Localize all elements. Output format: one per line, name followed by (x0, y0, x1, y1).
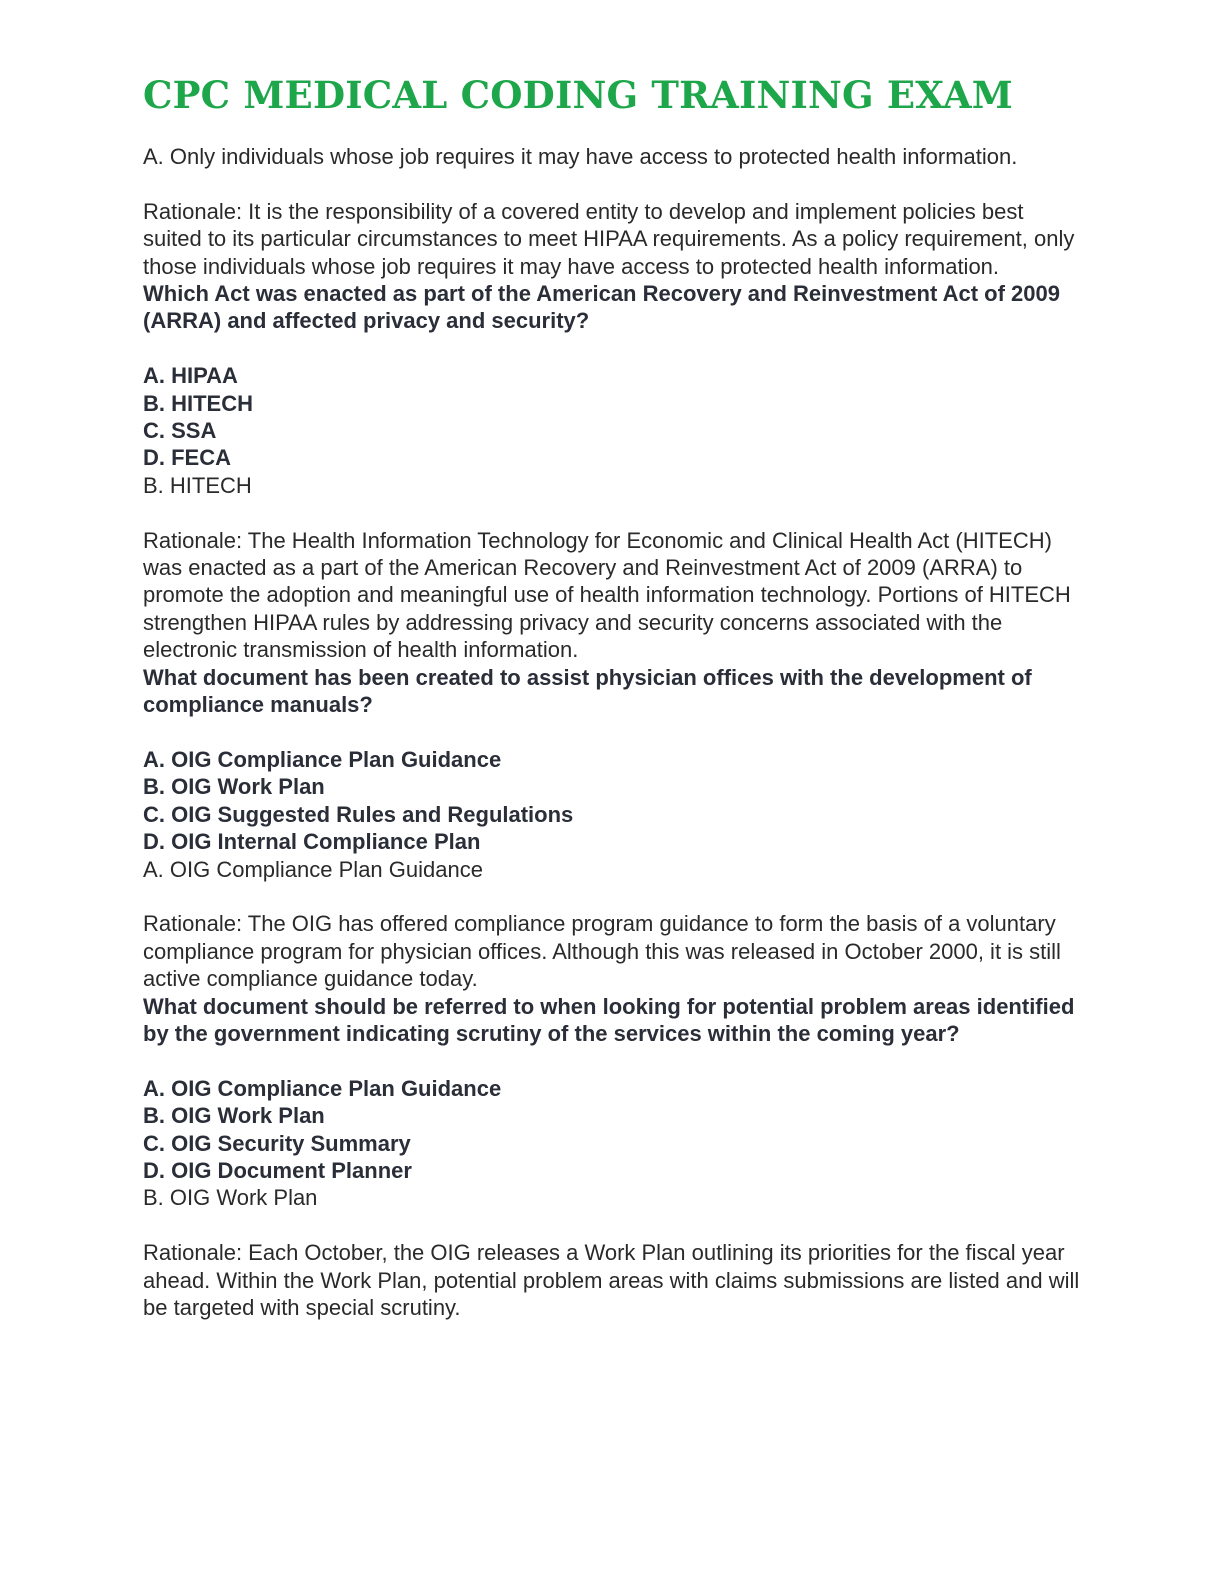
rationale-text: Rationale: Each October, the OIG releases a Work Plan outlining its priorities for the fiscal year ahead. Within the Work Plan, potential problem areas with claims submissions are listed and will be targeted with special scrutiny. (143, 1240, 1080, 1320)
question-block-2 (143, 664, 1083, 993)
intro-rationale: Rationale: It is the responsibility of a covered entity to develop and implement policies best suited to its particular circumstances to meet HIPAA requirements. As a policy requirement, only those individuals whose job requires it may have access to protected health information. (143, 198, 1075, 279)
option-d: D. OIG Internal Compliance Plan (143, 829, 481, 855)
question-block-1 (143, 280, 1083, 664)
option-b: B. HITECH (143, 390, 253, 416)
question-block-3 (143, 993, 1083, 1322)
question-text: Which Act was enacted as part of the American Recovery and Reinvestment Act of 2009 (ARRA) and affected privacy and security? (143, 281, 1060, 334)
option-c: C. OIG Suggested Rules and Regulations (143, 801, 574, 827)
option-d: D. OIG Document Planner (143, 1157, 412, 1183)
option-d: D. FECA (143, 445, 231, 471)
exam-content (143, 143, 1083, 1321)
option-a: A. OIG Compliance Plan Guidance (143, 746, 502, 772)
question-text: What document should be referred to when looking for potential problem areas identified by the government indicating scrutiny of the services within the coming year? (143, 993, 1075, 1046)
option-a: A. OIG Compliance Plan Guidance (143, 1075, 502, 1101)
answer-text: A. OIG Compliance Plan Guidance (143, 856, 483, 882)
option-c: C. OIG Security Summary (143, 1130, 411, 1156)
option-b: B. OIG Work Plan (143, 1103, 325, 1129)
option-a: A. HIPAA (143, 363, 238, 389)
rationale-text: Rationale: The Health Information Technology for Economic and Clinical Health Act (HITECH) was enacted as a part of the American Recovery and Reinvestment Act of 2009 (ARRA) to promote the adoption and meaningful use of health information technology. Portions of HITECH strengthen HIPAA rules by addressing privacy and security concerns associated with the electronic transmission of health information. (143, 527, 1071, 663)
page-title: CPC MEDICAL CODING TRAINING EXAM (143, 73, 1013, 117)
answer-text: B. OIG Work Plan (143, 1185, 318, 1211)
option-b: B. OIG Work Plan (143, 774, 325, 800)
question-text: What document has been created to assist physician offices with the development of compliance manuals? (143, 664, 1032, 718)
rationale-text: Rationale: The OIG has offered compliance program guidance to form the basis of a voluntary compliance program for physician offices. Although this was released in October 2000, it is still active compliance guidance today. (143, 911, 1061, 992)
answer-text: B. HITECH (143, 472, 252, 498)
option-c: C. SSA (143, 418, 217, 444)
intro-answer: A. Only individuals whose job requires it may have access to protected health information. (143, 144, 1018, 169)
